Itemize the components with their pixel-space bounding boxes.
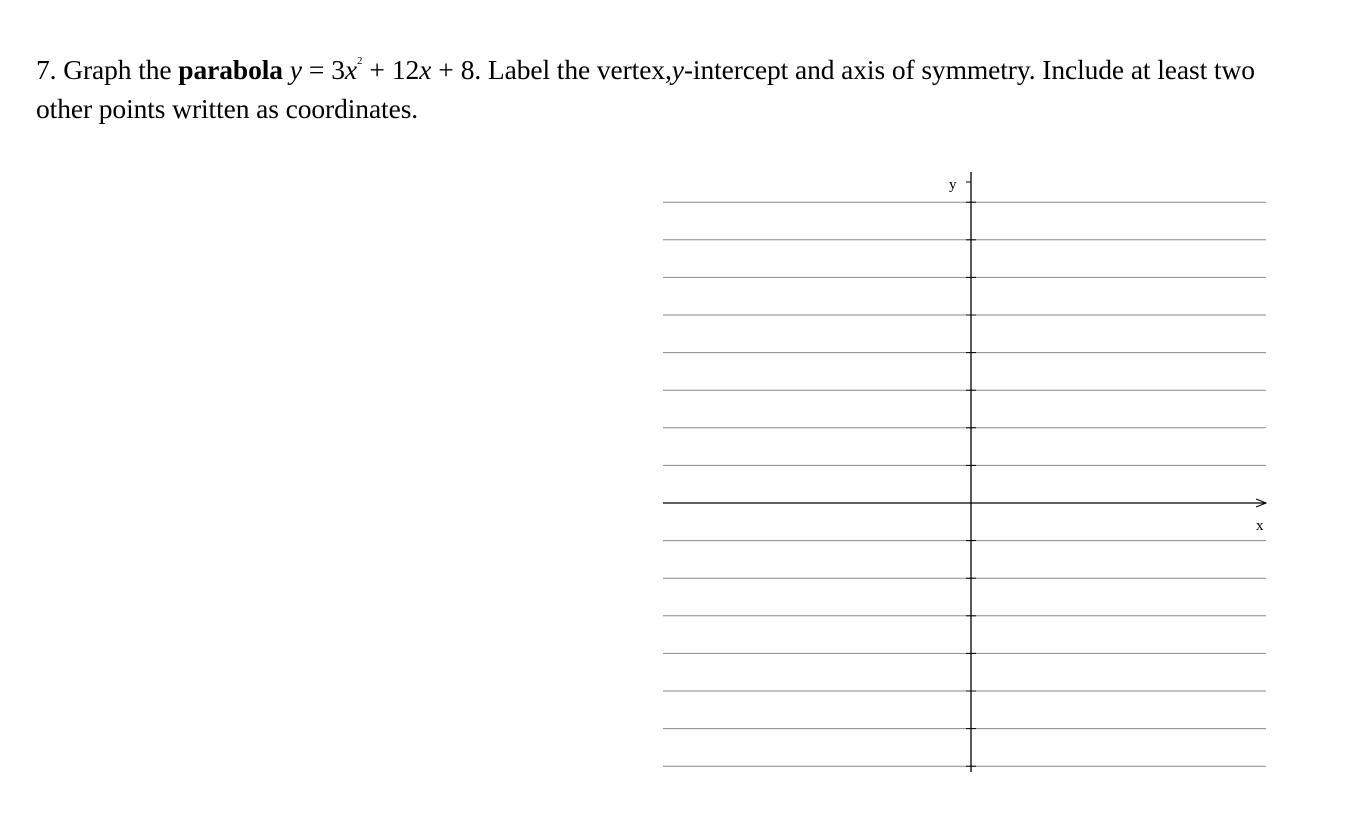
eq-x1: x: [344, 54, 358, 85]
eq-y: y: [289, 54, 302, 85]
instruction-y: y: [671, 54, 684, 85]
y-axis-label: y: [949, 177, 957, 193]
term-parabola: parabola: [178, 54, 283, 85]
eq-plus2: +: [438, 54, 454, 85]
grid-lines: [663, 202, 1266, 766]
instruction-a: Label the vertex,: [487, 54, 672, 85]
instruction-line2: at least two other points written as coordinates.: [36, 54, 1255, 124]
eq-exponent: 2: [357, 55, 363, 67]
eq-constant: 8.: [460, 54, 482, 85]
eq-coef2: 12: [391, 54, 420, 85]
eq-equals: =: [308, 54, 325, 85]
eq-plus1: +: [369, 54, 385, 85]
question-number: 7.: [36, 54, 57, 85]
eq-x2: x: [419, 54, 432, 85]
instruction-b: -intercept and axis of symmetry. Include: [683, 54, 1125, 85]
question-intro: Graph the: [63, 54, 172, 85]
eq-coef1: 3: [331, 54, 345, 85]
x-axis-label: x: [1256, 518, 1264, 534]
